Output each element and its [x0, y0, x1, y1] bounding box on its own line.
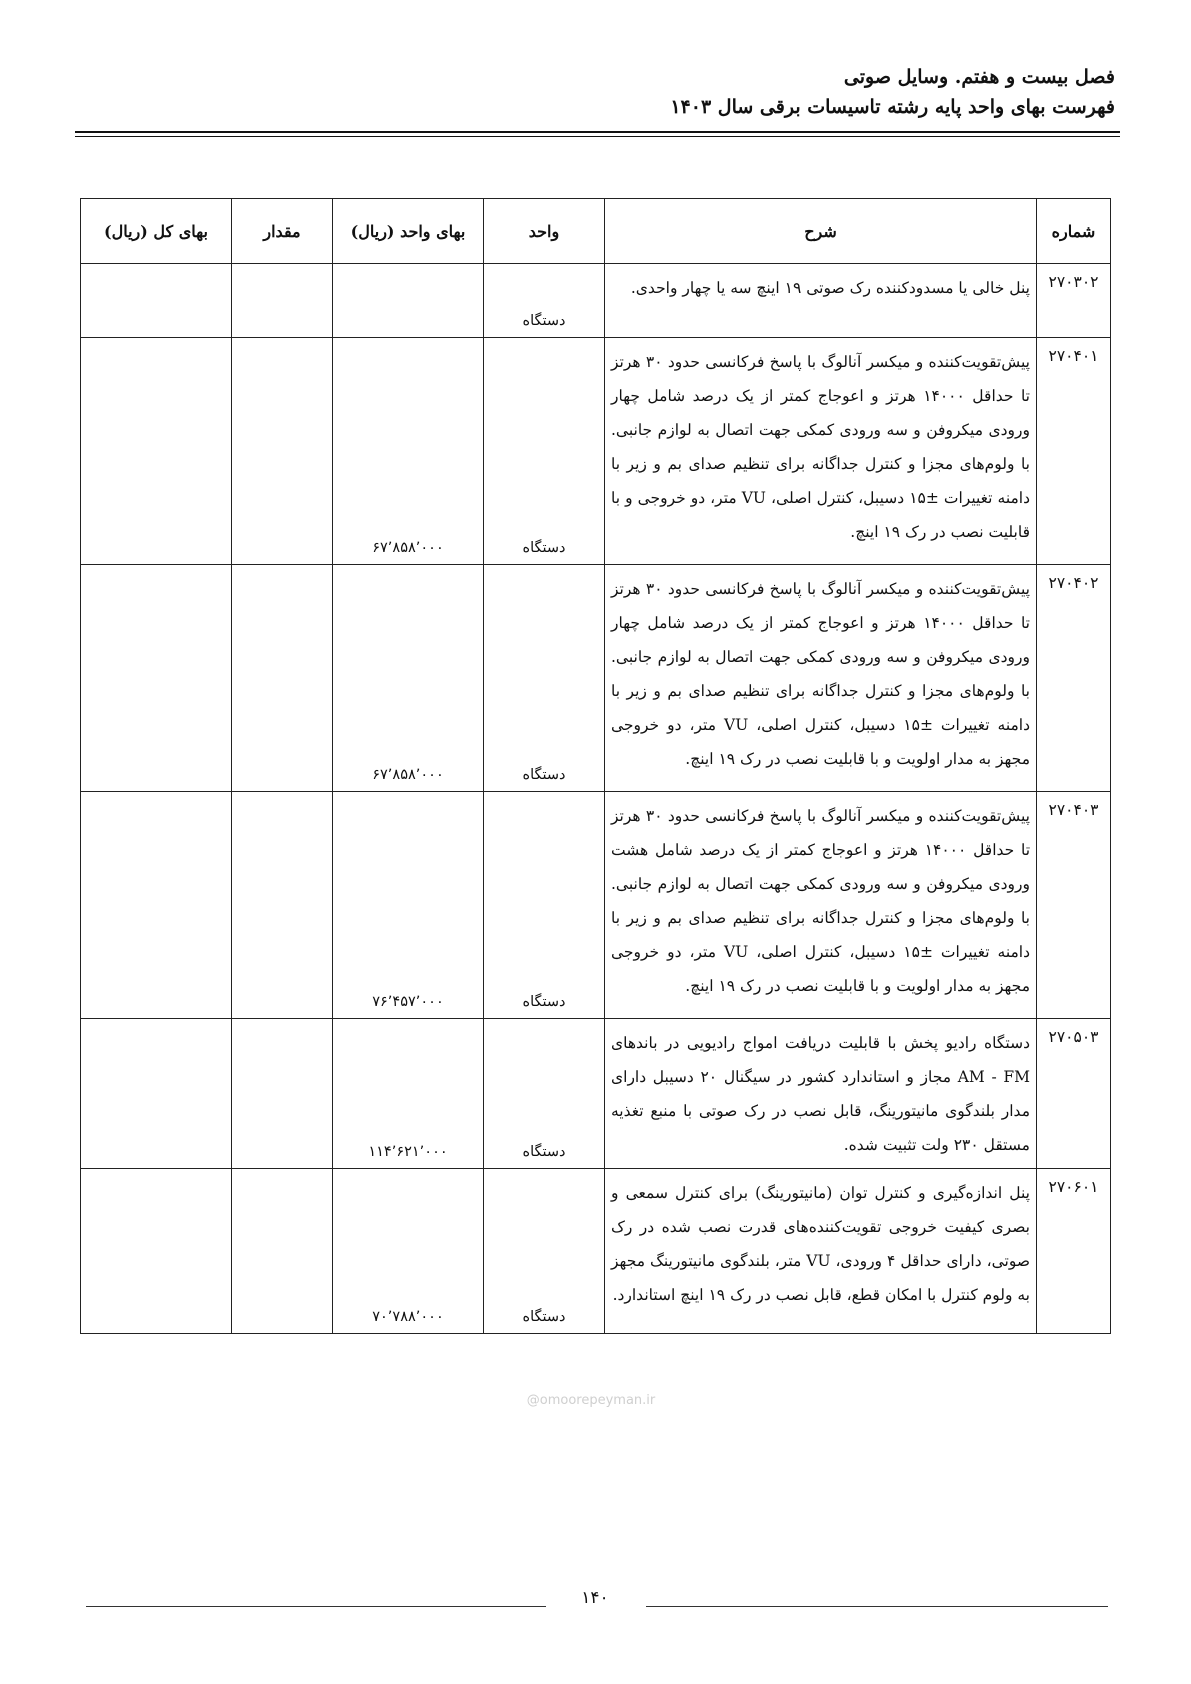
item-description: پیش‌تقویت‌کننده و میکسر آنالوگ با پاسخ فرکانسی حدود ۳۰ هرتز تا حداقل ۱۴۰۰۰ هرتز و اعوجاج کمتر از یک درصد شامل هشت ورودی میکروفن و سه ورودی کمکی جهت اتصال به لوازم جانبی. با ولوم‌های مجزا و کنترل جداگانه برای تنظیم صدای بم و زیر با دامنه تغییرات ±۱۵ دسیبل، کنترل اصلی، VU متر، دو خروجی مجهز به مدار اولویت و با قابلیت نصب در رک ۱۹ اینچ.: [605, 792, 1037, 1019]
page-header: [670, 62, 1115, 122]
col-header-quantity: مقدار: [232, 199, 333, 264]
item-unit-cell: [484, 1019, 605, 1169]
item-unit-price: ۷۰٬۷۸۸٬۰۰۰: [372, 1309, 444, 1325]
table-row: [81, 1169, 1111, 1334]
item-unit-cell: [484, 792, 605, 1019]
item-code: ۲۷۰۴۰۲: [1037, 565, 1111, 792]
item-unit-price-cell: [333, 264, 484, 338]
item-total-price: [81, 565, 232, 792]
item-unit: دستگاه: [522, 767, 566, 783]
item-unit: دستگاه: [522, 313, 566, 329]
item-unit-price: ۷۶٬۴۵۷٬۰۰۰: [372, 994, 444, 1010]
header-rule-thin: [75, 136, 1120, 137]
item-total-price: [81, 1019, 232, 1169]
item-code: ۲۷۰۴۰۳: [1037, 792, 1111, 1019]
item-unit-price: ۶۷٬۸۵۸٬۰۰۰: [372, 767, 444, 783]
item-description: دستگاه رادیو پخش با قابلیت دریافت امواج رادیویی در باندهای AM - FM مجاز و استاندارد کشور در سیگنال ۲۰ دسیبل دارای مدار بلندگوی مانیتورینگ، قابل نصب در رک صوتی با منبع تغذیه مستقل ۲۳۰ ولت تثبیت شده.: [605, 1019, 1037, 1169]
footer-rule-right: [646, 1606, 1108, 1607]
item-total-price: [81, 264, 232, 338]
col-header-code: شماره: [1037, 199, 1111, 264]
item-unit-cell: [484, 264, 605, 338]
col-header-total-price: بهای کل (ریال): [81, 199, 232, 264]
page-number: ۱۴۰: [581, 1588, 609, 1608]
item-code: ۲۷۰۴۰۱: [1037, 338, 1111, 565]
item-unit-cell: [484, 565, 605, 792]
item-unit-price-cell: [333, 338, 484, 565]
watermark-caption: @omoorepeyman.ir: [526, 1393, 656, 1408]
item-code: ۲۷۰۳۰۲: [1037, 264, 1111, 338]
item-unit: دستگاه: [522, 1144, 566, 1160]
item-description: پنل خالی یا مسدودکننده رک صوتی ۱۹ اینچ سه یا چهار واحدی.: [605, 264, 1037, 338]
item-quantity: [232, 565, 333, 792]
item-description: پیش‌تقویت‌کننده و میکسر آنالوگ با پاسخ فرکانسی حدود ۳۰ هرتز تا حداقل ۱۴۰۰۰ هرتز و اعوجاج کمتر از یک درصد شامل چهار ورودی میکروفن و سه ورودی کمکی جهت اتصال به لوازم جانبی. با ولوم‌های مجزا و کنترل جداگانه برای تنظیم صدای بم و زیر با دامنه تغییرات ±۱۵ دسیبل، کنترل اصلی، VU متر، دو خروجی مجهز به مدار اولویت و با قابلیت نصب در رک ۱۹ اینچ.: [605, 565, 1037, 792]
item-unit-price-cell: [333, 792, 484, 1019]
item-total-price: [81, 338, 232, 565]
item-unit-price-cell: [333, 565, 484, 792]
table-row: [81, 338, 1111, 565]
col-header-description: شرح: [605, 199, 1037, 264]
item-total-price: [81, 1169, 232, 1334]
price-table: [80, 198, 1111, 1334]
item-unit-price-cell: [333, 1169, 484, 1334]
item-unit-price-cell: [333, 1019, 484, 1169]
item-description: پنل اندازه‌گیری و کنترل توان (مانیتورینگ) برای کنترل سمعی و بصری کیفیت خروجی تقویت‌کننده‌های قدرت نصب شده در رک صوتی، دارای حداقل ۴ ورودی، VU متر، بلندگوی مانیتورینگ مجهز به ولوم کنترل با امکان قطع، قابل نصب در رک ۱۹ اینچ استاندارد.: [605, 1169, 1037, 1334]
item-quantity: [232, 264, 333, 338]
item-total-price: [81, 792, 232, 1019]
table-header-row: [81, 199, 1111, 264]
table-row: [81, 565, 1111, 792]
item-code: ۲۷۰۵۰۳: [1037, 1019, 1111, 1169]
item-unit: دستگاه: [522, 994, 566, 1010]
item-unit-cell: [484, 1169, 605, 1334]
item-unit-price: ۱۱۴٬۶۲۱٬۰۰۰: [368, 1144, 448, 1160]
table-row: [81, 792, 1111, 1019]
item-quantity: [232, 1169, 333, 1334]
col-header-unit: واحد: [484, 199, 605, 264]
table-row: [81, 264, 1111, 338]
chapter-title: فصل بیست و هفتم. وسایل صوتی: [843, 66, 1115, 88]
list-title: فهرست بهای واحد پایه رشته تاسیسات برقی سال ۱۴۰۳: [670, 96, 1115, 118]
item-unit: دستگاه: [522, 1309, 566, 1325]
item-quantity: [232, 792, 333, 1019]
table-row: [81, 1019, 1111, 1169]
item-description: پیش‌تقویت‌کننده و میکسر آنالوگ با پاسخ فرکانسی حدود ۳۰ هرتز تا حداقل ۱۴۰۰۰ هرتز و اعوجاج کمتر از یک درصد شامل چهار ورودی میکروفن و سه ورودی کمکی جهت اتصال به لوازم جانبی. با ولوم‌های مجزا و کنترل جداگانه برای تنظیم صدای بم و زیر با دامنه تغییرات ±۱۵ دسیبل، کنترل اصلی، VU متر، دو خروجی و با قابلیت نصب در رک ۱۹ اینچ.: [605, 338, 1037, 565]
item-quantity: [232, 338, 333, 565]
item-code: ۲۷۰۶۰۱: [1037, 1169, 1111, 1334]
item-unit-price: ۶۷٬۸۵۸٬۰۰۰: [372, 540, 444, 556]
item-unit-cell: [484, 338, 605, 565]
item-quantity: [232, 1019, 333, 1169]
item-unit: دستگاه: [522, 540, 566, 556]
footer-rule-left: [86, 1606, 546, 1607]
col-header-unit-price: بهای واحد (ریال): [333, 199, 484, 264]
header-rule-thick: [75, 131, 1120, 133]
